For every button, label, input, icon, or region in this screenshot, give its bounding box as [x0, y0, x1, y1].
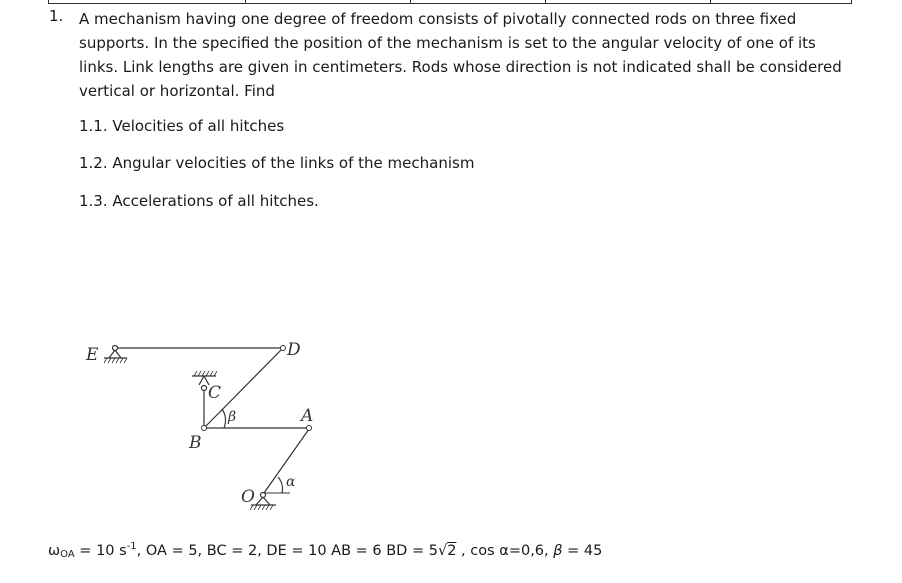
label-C: C — [208, 383, 222, 403]
angle-alpha-arc — [278, 477, 282, 493]
beta-symbol: β — [553, 543, 563, 559]
label-B: B — [189, 433, 202, 453]
label-alpha: α — [286, 474, 296, 490]
omega-symbol: ω — [48, 543, 61, 559]
omega-exponent: -1 — [126, 541, 137, 552]
joint-B — [202, 426, 207, 431]
sqrt-symbol: √ — [437, 543, 448, 559]
omega-value: = 10 s — [74, 543, 127, 559]
omega-subscript: OA — [60, 549, 75, 560]
label-beta: β — [228, 409, 237, 425]
problem-statement: A mechanism having one degree of freedom consists of pivotally connected rods on three fixed supports. In the specified the position of the mechanism is set to the angular velocity of one of its links. Link lengths are given in centimeters. Rods whose direction is not indicated shall be considered vertical or horizontal. Find — [79, 10, 842, 100]
sqrt-argument: 2 — [447, 543, 457, 559]
task-velocities: 1.1. Velocities of all hitches — [79, 117, 285, 135]
label-E: E — [86, 345, 99, 365]
task-angular-velocities: 1.2. Angular velocities of the links of the mechanism — [79, 154, 475, 172]
task-accelerations: 1.3. Accelerations of all hitches. — [79, 192, 319, 210]
label-O: O — [241, 487, 255, 507]
given-beta-value: = 45 — [562, 543, 603, 559]
label-A: A — [301, 406, 314, 426]
label-D: D — [287, 340, 301, 360]
given-lengths: , OA = 5, BC = 2, DE = 10 AB = 6 BD = 5 — [136, 543, 438, 559]
joint-D — [281, 346, 286, 351]
given-cos-alpha: , cos α=0,6, — [456, 543, 554, 559]
problem-number: 1. — [49, 7, 64, 25]
angle-beta-arc — [222, 409, 226, 428]
given-data — [48, 541, 602, 560]
joint-A — [307, 426, 312, 431]
